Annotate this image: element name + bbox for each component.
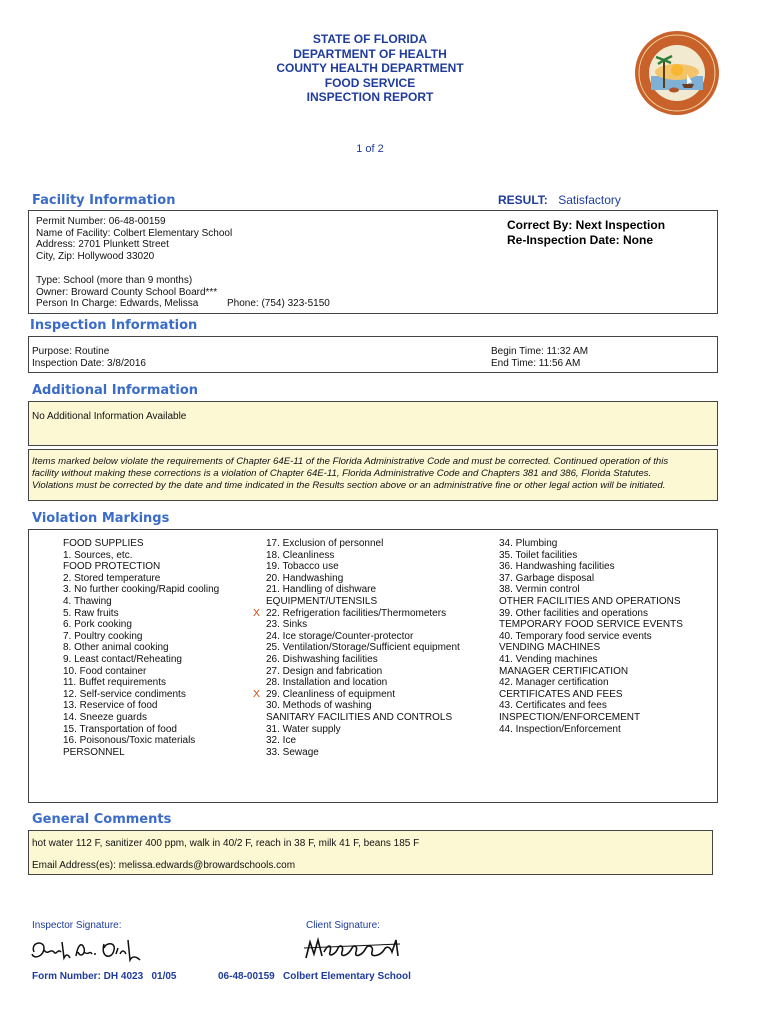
violation-label: 31. Water supply xyxy=(266,723,341,735)
violation-label: 22. Refrigeration facilities/Thermometers xyxy=(266,607,447,619)
violation-label: 4. Thawing xyxy=(63,595,112,607)
violation-label: 37. Garbage disposal xyxy=(499,572,595,584)
inspector-signature-image xyxy=(28,934,152,968)
violation-label: 15. Transportation of food xyxy=(63,723,177,735)
violation-label: 41. Vending machines xyxy=(499,653,598,665)
violation-item xyxy=(486,538,683,550)
violation-item xyxy=(486,550,683,562)
violation-label: 9. Least contact/Reheating xyxy=(63,653,182,665)
facility-city-zip: City, Zip: Hollywood 33020 xyxy=(36,250,155,262)
violation-label: 28. Installation and location xyxy=(266,677,388,689)
violation-item xyxy=(50,596,219,608)
violation-label: 7. Poultry cooking xyxy=(63,630,143,642)
additional-section-title: Additional Information xyxy=(32,383,199,398)
violation-item xyxy=(50,573,219,585)
facility-phone: Phone: (754) 323-5150 xyxy=(227,298,330,309)
result-value: Satisfactory xyxy=(558,193,621,207)
violation-label: 5. Raw fruits xyxy=(63,607,119,619)
violation-item xyxy=(253,700,460,712)
email-addresses: Email Address(es): melissa.edwards@browardschools.com xyxy=(32,860,296,871)
violation-label: 25. Ventilation/Storage/Sufficient equipment xyxy=(266,642,460,654)
violation-item xyxy=(50,666,219,678)
violation-label: 32. Ice xyxy=(266,735,297,747)
violation-label: 42. Manager certification xyxy=(499,677,609,689)
violation-label: 14. Sneeze guards xyxy=(63,711,147,723)
violation-mark: X xyxy=(253,606,261,619)
footer-facility: 06-48-00159 Colbert Elementary School xyxy=(218,971,411,982)
violation-item xyxy=(50,550,219,562)
violation-label: 18. Cleanliness xyxy=(266,549,335,561)
violation-item xyxy=(486,689,683,701)
facility-owner: Owner: Broward County School Board*** xyxy=(36,286,218,298)
violation-item xyxy=(486,666,683,678)
inspection-section-title: Inspection Information xyxy=(30,318,198,333)
violation-label: EQUIPMENT/UTENSILS xyxy=(266,595,378,607)
violations-column-1 xyxy=(50,538,219,758)
violation-label: 26. Dishwashing facilities xyxy=(266,653,378,665)
violation-label: 34. Plumbing xyxy=(499,538,558,549)
violation-label: TEMPORARY FOOD SERVICE EVENTS xyxy=(499,619,683,631)
notice-line-1: Items marked below violate the requirements of Chapter 64E-11 of the Florida Administrative Code and must be corrected. Continued operation of this xyxy=(32,456,669,467)
violation-item xyxy=(50,584,219,596)
violation-label: 3. No further cooking/Rapid cooling xyxy=(63,584,220,596)
violation-item xyxy=(486,654,683,666)
header-line-county: COUNTY HEALTH DEPARTMENT xyxy=(276,61,464,76)
violation-label: VENDING MACHINES xyxy=(499,642,601,654)
violation-item xyxy=(253,735,460,747)
violation-label: 24. Ice storage/Counter-protector xyxy=(266,630,414,642)
violation-item xyxy=(486,631,683,643)
person-in-charge: Person In Charge: Edwards, Melissa xyxy=(36,298,199,310)
violation-label: CERTIFICATES AND FEES xyxy=(499,688,623,700)
additional-box xyxy=(28,401,718,446)
violation-label: 40. Temporary food service events xyxy=(499,630,652,642)
violation-label: 39. Other facilities and operations xyxy=(499,607,648,619)
violation-label: 1. Sources, etc. xyxy=(63,549,133,561)
violation-item xyxy=(50,561,219,573)
client-signature-label: Client Signature: xyxy=(306,920,380,931)
inspection-right xyxy=(491,346,588,369)
violation-item xyxy=(253,677,460,689)
notice-text xyxy=(32,456,712,492)
violation-label: 20. Handwashing xyxy=(266,572,344,584)
violation-item xyxy=(253,747,460,759)
violation-label: 8. Other animal cooking xyxy=(63,642,169,654)
violation-item xyxy=(253,584,460,596)
violation-item xyxy=(50,619,219,631)
notice-line-2: facility without making these corrections is a violation of Chapter 64E-11, Florida Administrative Code and Chapters 381 and 386, Florida Statutes. xyxy=(32,468,652,479)
violation-item xyxy=(486,712,683,724)
facility-section-title: Facility Information xyxy=(32,193,176,208)
header-line-department: DEPARTMENT OF HEALTH xyxy=(293,46,447,61)
violation-item xyxy=(486,596,683,608)
violation-label: SANITARY FACILITIES AND CONTROLS xyxy=(266,711,453,723)
correct-by: Correct By: Next Inspection xyxy=(507,218,666,232)
violation-item xyxy=(50,642,219,654)
violation-item xyxy=(253,654,460,666)
violation-item xyxy=(50,654,219,666)
violations-section-title: Violation Markings xyxy=(32,511,170,526)
violation-label: 27. Design and fabrication xyxy=(266,665,383,677)
violation-item xyxy=(253,642,460,654)
violation-label: 43. Certificates and fees xyxy=(499,700,607,712)
violation-label: 12. Self-service condiments xyxy=(63,688,186,700)
inspection-date: Inspection Date: 3/8/2016 xyxy=(32,357,146,369)
additional-text: No Additional Information Available xyxy=(32,411,187,422)
violation-item xyxy=(253,573,460,585)
inspector-signature-label: Inspector Signature: xyxy=(32,920,122,931)
violation-item xyxy=(50,724,219,736)
violation-label: 10. Food container xyxy=(63,665,147,677)
report-header xyxy=(0,32,740,105)
violation-label: INSPECTION/ENFORCEMENT xyxy=(499,711,641,723)
header-line-report: INSPECTION REPORT xyxy=(306,90,434,105)
page-indicator: 1 of 2 xyxy=(356,143,384,155)
comments-section-title: General Comments xyxy=(32,812,172,827)
violation-item xyxy=(50,608,219,620)
violation-label: FOOD PROTECTION xyxy=(63,561,161,573)
violations-column-3 xyxy=(486,538,683,735)
violation-item xyxy=(486,561,683,573)
violation-item xyxy=(253,666,460,678)
violation-label: OTHER FACILITIES AND OPERATIONS xyxy=(499,595,681,607)
violation-label: 17. Exclusion of personnel xyxy=(266,538,384,549)
violation-item xyxy=(253,538,460,550)
violation-item xyxy=(253,561,460,573)
form-number: Form Number: DH 4023 01/05 xyxy=(32,971,177,982)
facility-address: Address: 2701 Plunkett Street xyxy=(36,239,169,251)
correction-info xyxy=(507,218,665,248)
header-line-food-service: FOOD SERVICE xyxy=(324,75,416,90)
violation-item xyxy=(253,619,460,631)
end-time: End Time: 11:56 AM xyxy=(491,357,581,369)
violation-label: 33. Sewage xyxy=(266,746,319,758)
violation-mark: X xyxy=(253,687,261,700)
violation-item xyxy=(486,700,683,712)
result-header xyxy=(498,191,621,209)
violation-item xyxy=(253,550,460,562)
violation-label: 21. Handling of dishware xyxy=(266,584,377,596)
reinspection-date: Re-Inspection Date: None xyxy=(507,233,654,247)
violation-item xyxy=(253,631,460,643)
violation-item xyxy=(486,608,683,620)
violation-label: PERSONNEL xyxy=(63,746,125,758)
violation-item xyxy=(50,747,219,759)
violation-label: 36. Handwashing facilities xyxy=(499,561,615,573)
violation-label: 30. Methods of washing xyxy=(266,700,372,712)
notice-line-3: Violations must be corrected by the date and time indicated in the Results section above or an administrative fine or other legal action will be initiated. xyxy=(32,480,666,491)
facility-name: Name of Facility: Colbert Elementary School xyxy=(36,227,233,239)
violation-label: 6. Pork cooking xyxy=(63,619,132,631)
violation-label: 13. Reservice of food xyxy=(63,700,158,712)
violation-label: 29. Cleanliness of equipment xyxy=(266,688,395,700)
violation-label: 23. Sinks xyxy=(266,619,308,631)
violation-label: 2. Stored temperature xyxy=(63,572,161,584)
violation-item xyxy=(486,642,683,654)
inspection-left xyxy=(32,346,146,369)
violation-item xyxy=(50,689,219,701)
facility-owner-details xyxy=(36,275,217,310)
permit-number: Permit Number: 06-48-00159 xyxy=(36,216,166,227)
facility-type: Type: School (more than 9 months) xyxy=(36,275,193,286)
violations-column-2 xyxy=(253,538,460,758)
result-label: RESULT: xyxy=(498,193,548,207)
violation-label: 19. Tobacco use xyxy=(266,561,339,573)
violation-item xyxy=(50,538,219,550)
violation-item xyxy=(253,724,460,736)
violation-label: FOOD SUPPLIES xyxy=(63,538,144,549)
client-signature-image xyxy=(300,934,416,964)
violation-label: 11. Buffet requirements xyxy=(63,677,167,689)
comments-text: hot water 112 F, sanitizer 400 ppm, walk in 40/2 F, reach in 38 F, milk 41 F, beans 185 F xyxy=(32,838,420,849)
florida-seal-icon xyxy=(634,30,720,116)
violation-item xyxy=(253,596,460,608)
violation-label: 16. Poisonous/Toxic materials xyxy=(63,735,196,747)
facility-details xyxy=(36,216,232,262)
violation-label: MANAGER CERTIFICATION xyxy=(499,665,629,677)
violation-item xyxy=(486,619,683,631)
violation-label: 35. Toilet facilities xyxy=(499,549,578,561)
inspection-purpose: Purpose: Routine xyxy=(32,346,110,357)
violation-item xyxy=(253,712,460,724)
violation-label: 44. Inspection/Enforcement xyxy=(499,723,621,735)
violation-item xyxy=(50,712,219,724)
violation-item xyxy=(253,689,460,701)
violation-label: 38. Vermin control xyxy=(499,584,580,596)
violation-item xyxy=(486,677,683,689)
begin-time: Begin Time: 11:32 AM xyxy=(491,346,589,357)
violation-item xyxy=(486,584,683,596)
violation-item xyxy=(253,608,460,620)
header-line-state: STATE OF FLORIDA xyxy=(312,32,428,46)
violation-item xyxy=(50,677,219,689)
violation-item xyxy=(50,631,219,643)
violation-item xyxy=(50,735,219,747)
violation-item xyxy=(50,700,219,712)
violation-item xyxy=(486,573,683,585)
violation-item xyxy=(486,724,683,736)
